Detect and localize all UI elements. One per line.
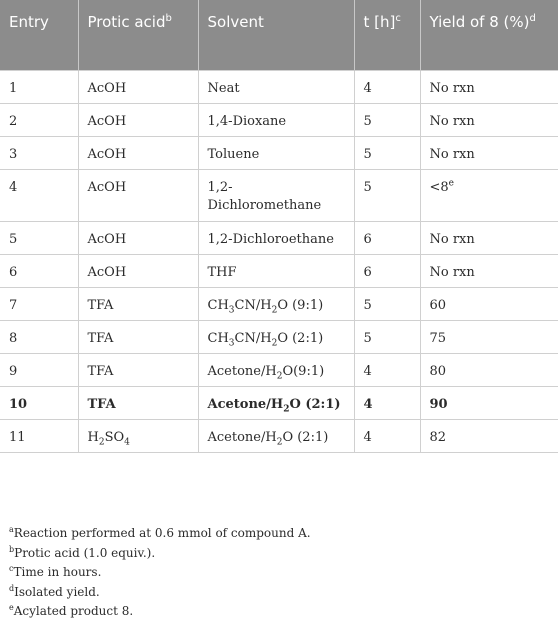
cell-entry: 8 bbox=[0, 320, 78, 353]
cell-solvent: THF bbox=[198, 254, 354, 287]
table-row bbox=[0, 254, 558, 287]
cell-entry: 2 bbox=[0, 103, 78, 136]
cell-solvent: Acetone/$H_2O(9:1)$ bbox=[198, 353, 354, 386]
header-yield: Yield of 8 (%)$^d$ bbox=[420, 0, 558, 70]
cell-time: 5 bbox=[354, 169, 420, 221]
cell-solvent: 1,4-Dioxane bbox=[198, 103, 354, 136]
cell-yield: 82 bbox=[420, 419, 558, 452]
header-time: t $[h]^c$ bbox=[354, 0, 420, 70]
cell-yield: 80 bbox=[420, 353, 558, 386]
cell-entry: 11 bbox=[0, 419, 78, 452]
cell-acid: AcOH bbox=[78, 254, 198, 287]
table-row bbox=[0, 70, 558, 103]
table-row-highlighted bbox=[0, 386, 558, 419]
cell-entry: 6 bbox=[0, 254, 78, 287]
cell-yield: No rxn bbox=[420, 221, 558, 254]
cell-acid: TFA bbox=[78, 287, 198, 320]
footnote: $^a$Reaction performed at 0.6 mmol of compound A. bbox=[9, 525, 311, 540]
cell-time: 4 bbox=[354, 353, 420, 386]
footnote: $^d$Isolated yield. bbox=[9, 583, 100, 599]
table-row bbox=[0, 419, 558, 452]
cell-acid: TFA bbox=[78, 353, 198, 386]
cell-acid: AcOH bbox=[78, 103, 198, 136]
header-row bbox=[0, 0, 558, 70]
cell-entry: 3 bbox=[0, 136, 78, 169]
cell-acid: AcOH bbox=[78, 70, 198, 103]
cell-acid: AcOH bbox=[78, 169, 198, 221]
header-entry: Entry bbox=[0, 0, 78, 70]
cell-solvent: 1,2- Dichloromethane bbox=[198, 169, 354, 221]
cell-time: 5 bbox=[354, 287, 420, 320]
cell-yield: $<8^e$ bbox=[420, 169, 558, 221]
table-row bbox=[0, 287, 558, 320]
cell-entry: 7 bbox=[0, 287, 78, 320]
table-row bbox=[0, 136, 558, 169]
footnote: $^e$Acylated product 8. bbox=[9, 603, 134, 618]
cell-yield: 60 bbox=[420, 287, 558, 320]
footnote: $^b$Protic acid (1.0 equiv.). bbox=[9, 544, 156, 560]
cell-time: 5 bbox=[354, 103, 420, 136]
cell-yield: No rxn bbox=[420, 254, 558, 287]
cell-yield: No rxn bbox=[420, 70, 558, 103]
cell-time: 4 bbox=[354, 386, 420, 419]
cell-solvent: Toluene bbox=[198, 136, 354, 169]
cell-entry: 4 bbox=[0, 169, 78, 221]
cell-acid: $H_2SO_4$ bbox=[78, 419, 198, 452]
cell-solvent: $CH_3CN/H_2O$ (2:1) bbox=[198, 320, 354, 353]
cell-solvent: $CH_3CN/H_2O$ (9:1) bbox=[198, 287, 354, 320]
cell-acid: AcOH bbox=[78, 136, 198, 169]
table-row bbox=[0, 221, 558, 254]
table-row bbox=[0, 169, 558, 221]
cell-entry: 10 bbox=[0, 386, 78, 419]
cell-solvent: 1,2-Dichloroethane bbox=[198, 221, 354, 254]
header-protic-acid: Protic acid$^b$ bbox=[78, 0, 198, 70]
cell-time: 5 bbox=[354, 320, 420, 353]
cell-acid: TFA bbox=[78, 320, 198, 353]
cell-yield: No rxn bbox=[420, 103, 558, 136]
table-row bbox=[0, 320, 558, 353]
footnote: $^c$Time in hours. bbox=[9, 564, 102, 579]
cell-time: 5 bbox=[354, 136, 420, 169]
footnotes bbox=[9, 524, 311, 622]
cell-solvent: Neat bbox=[198, 70, 354, 103]
cell-entry: 9 bbox=[0, 353, 78, 386]
cell-time: 4 bbox=[354, 70, 420, 103]
cell-time: 6 bbox=[354, 254, 420, 287]
cell-solvent: Acetone/$H_2O$ (2:1) bbox=[198, 386, 354, 419]
cell-yield: 90 bbox=[420, 386, 558, 419]
table-row bbox=[0, 103, 558, 136]
cell-yield: No rxn bbox=[420, 136, 558, 169]
cell-time: 4 bbox=[354, 419, 420, 452]
cell-acid: TFA bbox=[78, 386, 198, 419]
table-row bbox=[0, 353, 558, 386]
cell-entry: 1 bbox=[0, 70, 78, 103]
cell-acid: AcOH bbox=[78, 221, 198, 254]
header-solvent: Solvent bbox=[198, 0, 354, 70]
cell-yield: 75 bbox=[420, 320, 558, 353]
cell-time: 6 bbox=[354, 221, 420, 254]
cell-entry: 5 bbox=[0, 221, 78, 254]
cell-solvent: Acetone/$H_2O$ (2:1) bbox=[198, 419, 354, 452]
